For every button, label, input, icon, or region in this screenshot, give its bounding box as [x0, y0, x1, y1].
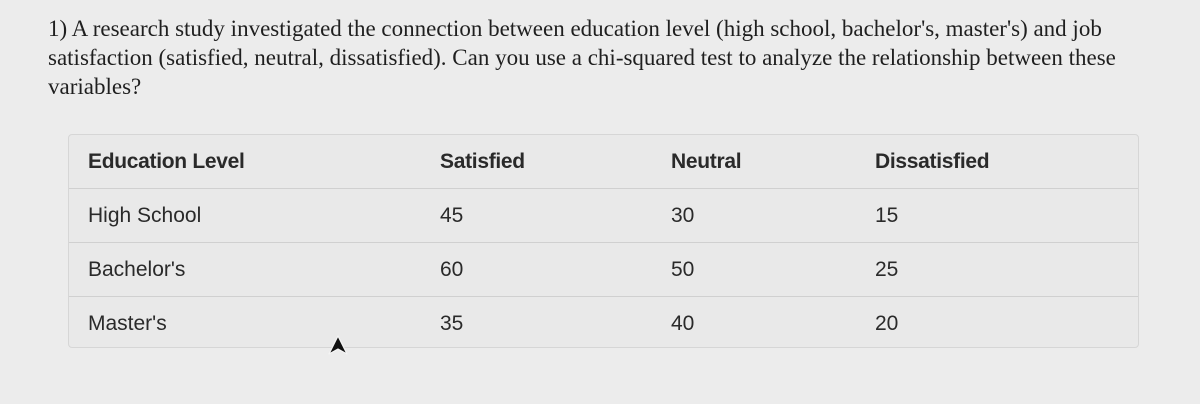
row-label: Bachelor's — [69, 243, 440, 297]
cell-neutral: 30 — [671, 189, 875, 243]
mouse-cursor-icon — [327, 334, 349, 356]
row-label: Master's — [69, 297, 440, 351]
header-neutral: Neutral — [671, 135, 875, 189]
cell-satisfied: 60 — [440, 243, 671, 297]
cell-dissatisfied: 25 — [875, 243, 1138, 297]
contingency-table — [69, 135, 1138, 350]
cell-satisfied: 35 — [440, 297, 671, 351]
row-label: High School — [69, 189, 440, 243]
table-row — [69, 189, 1138, 243]
contingency-table-card — [68, 134, 1139, 348]
cell-dissatisfied: 15 — [875, 189, 1138, 243]
table-header-row — [69, 135, 1138, 189]
cell-dissatisfied: 20 — [875, 297, 1138, 351]
table-row — [69, 243, 1138, 297]
header-dissatisfied: Dissatisfied — [875, 135, 1138, 189]
cell-neutral: 40 — [671, 297, 875, 351]
header-education-level: Education Level — [69, 135, 440, 189]
question-text: 1) A research study investigated the connection between education level (high school, bachelor's, master's) and job satisfaction (satisfied, neutral, dissatisfied). Can you use a chi-squared test to analyze the relationship between these variables? — [48, 16, 1116, 99]
table-row — [69, 297, 1138, 351]
header-satisfied: Satisfied — [440, 135, 671, 189]
cell-neutral: 50 — [671, 243, 875, 297]
cell-satisfied: 45 — [440, 189, 671, 243]
